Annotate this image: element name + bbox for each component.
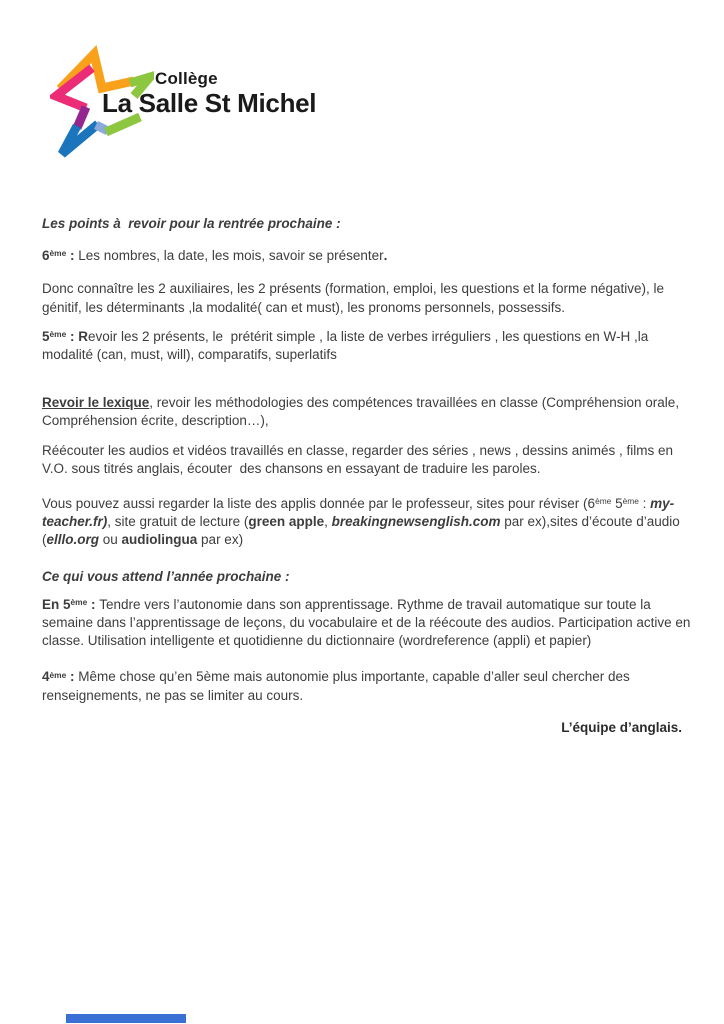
footer-blue-bar xyxy=(66,1014,186,1023)
paragraph-revoir-lexique: Revoir le lexique, revoir les méthodologies des compétences travaillées en classe (Compréhension orale, Compréhension écrite, description…), xyxy=(42,395,683,429)
paragraph-donc-connaitre: Donc connaître les 2 auxiliaires, les 2 présents (formation, emploi, les questions et la forme négative), le génitif, les déterminants ,la modalité( can et must), les pronoms personnels, possessifs. xyxy=(42,281,668,315)
school-logo xyxy=(50,42,330,164)
en-5eme-label: En 5ème : xyxy=(42,596,100,612)
paragraph-5eme: 5ème : Revoir les 2 présents, le prétérit simple , la liste de verbes irréguliers , les questions en W-H ,la modalité (can, must, will), comparatifs, superlatifs xyxy=(42,328,653,363)
logo-school-name: La Salle St Michel xyxy=(102,88,317,118)
document-body xyxy=(42,215,694,737)
site-audiolingua: audiolingua xyxy=(121,532,198,548)
paragraph-4eme: 4ème : Même chose qu’en 5ème mais autonomie plus importante, capable d’aller seul chercher des renseignements, ne pas se limiter au cours. xyxy=(42,669,634,703)
paragraph-reecouter: Réécouter les audios et vidéos travaillés en classe, regarder des séries , news , dessins animés , films en V.O. sous titrés anglais, écouter des chansons en essayant de traduire les paroles. xyxy=(42,442,677,476)
site-green-apple: green apple xyxy=(248,514,325,530)
site-elllo: elllo.org xyxy=(46,532,100,548)
site-breakingnewsenglish: breakingnewsenglish.com xyxy=(331,514,501,530)
site-my-teacher: my-teacher.fr) xyxy=(42,496,675,530)
grade-4-label: 4ème : xyxy=(42,669,79,685)
heading-annee-prochaine: Ce qui vous attend l’année prochaine : xyxy=(42,568,290,584)
grade-6-label: 6ème : xyxy=(42,248,79,264)
heading-points-a-revoir: Les points à revoir pour la rentrée prochaine : xyxy=(42,216,341,231)
paragraph-en-5eme: En 5ème : Tendre vers l’autonomie dans son apprentissage. Rythme de travail automatique sur toute la semaine dans l’apprentissage de leçons, du vocabulaire et de la réécoute des audios. Participation active en classe. Utilisation intelligente et quotidienne du dictionnaire (wordreference (appli) et papier) xyxy=(42,596,695,649)
paragraph-6eme: 6ème : Les nombres, la date, les mois, savoir se présenter. xyxy=(42,248,388,264)
paragraph-applis-sites: Vous pouvez aussi regarder la liste des applis donnée par le professeur, sites pour réviser (6ème 5ème : my-teacher.fr), site gratuit de lecture (green apple, breakingnewsenglish.com par ex),sites d’écoute d’audio (elllo.org ou audiolingua par ex) xyxy=(42,496,684,548)
revoir-lexique-emphasis: Revoir le lexique xyxy=(42,395,150,411)
signature-equipe-anglais: L’équipe d’anglais. xyxy=(561,719,682,735)
grade-5-label: 5ème : R xyxy=(42,328,88,344)
logo-college-label: Collège xyxy=(155,69,218,88)
